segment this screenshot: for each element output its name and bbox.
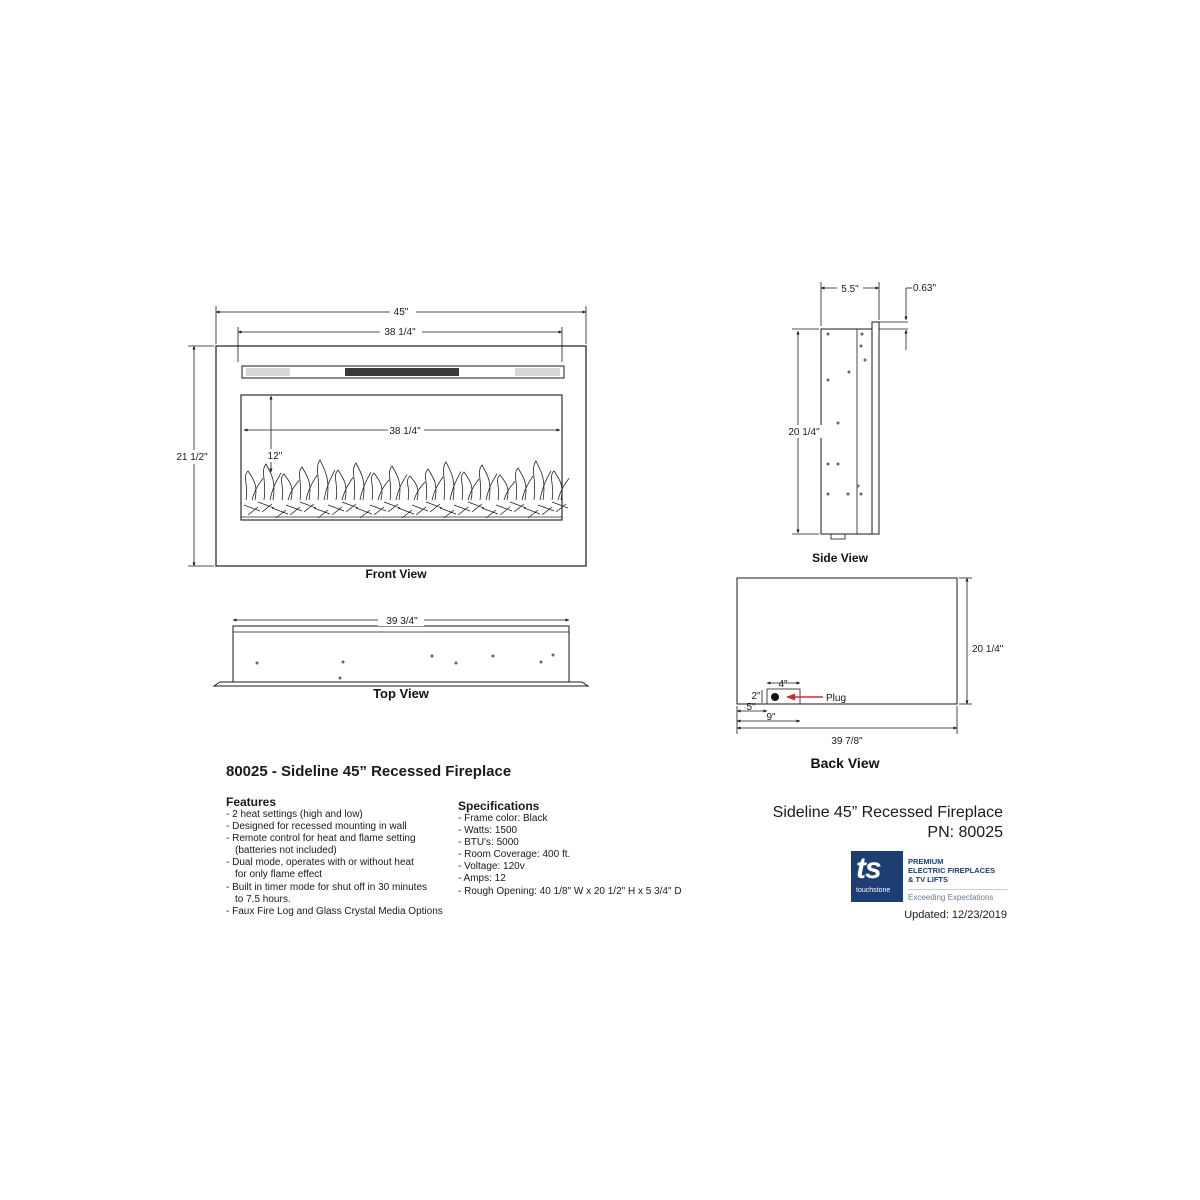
side-flange xyxy=(872,322,879,534)
feature-item: - Faux Fire Log and Glass Crystal Media Options xyxy=(226,905,443,917)
log-outline xyxy=(244,502,568,518)
logo-slogan: Exceeding Expectations xyxy=(908,893,994,902)
top-view-title: Top View xyxy=(373,686,429,701)
front-firebox-opening xyxy=(241,395,562,520)
plug-outlet xyxy=(771,693,779,701)
logo-mark-box xyxy=(851,851,903,902)
front-dim-width: 45" xyxy=(393,307,409,318)
product-name: Sideline 45” Recessed Fireplace xyxy=(772,804,1003,821)
front-dim-opening-height: 12" xyxy=(267,451,283,462)
front-heater-grille xyxy=(345,368,459,376)
side-dim-depth: 5.5" xyxy=(841,284,859,295)
feature-item: for only flame effect xyxy=(235,869,323,881)
back-dim-plug-right: 9" xyxy=(766,712,776,723)
features-heading: Features xyxy=(226,795,277,809)
back-dim-plug-width: 4" xyxy=(778,679,788,690)
feature-item: - Remote control for heat and flame setting xyxy=(226,833,416,845)
spec-item: - Frame color: Black xyxy=(458,813,548,824)
specs-block xyxy=(458,800,682,898)
logo-sub: touchstone xyxy=(856,887,891,894)
logo-mark: ts xyxy=(856,852,881,885)
top-view xyxy=(214,614,588,701)
back-dim-height: 20 1/4" xyxy=(972,644,1004,655)
flame-logs-art xyxy=(241,460,569,518)
feature-item: - Dual mode, operates with or without heat xyxy=(226,857,414,869)
spec-item: - BTU's: 5000 xyxy=(458,837,519,849)
spec-item: - Amps: 12 xyxy=(458,873,506,885)
logo-rule xyxy=(908,889,1008,890)
logo-tagline-2: ELECTRIC FIREPLACES xyxy=(908,866,996,875)
spec-item: - Voltage: 120v xyxy=(458,861,525,873)
product-pn: PN: 80025 xyxy=(927,824,1003,841)
features-block xyxy=(226,796,443,918)
side-dim-flange: 0.63" xyxy=(913,283,937,294)
specs-heading: Specifications xyxy=(458,799,540,813)
feature-item: - Built in timer mode for shut off in 30 minutes xyxy=(226,881,428,893)
side-view-title: Side View xyxy=(812,551,868,565)
front-dim-height: 21 1/2" xyxy=(176,452,208,463)
back-dim-width: 39 7/8" xyxy=(831,736,863,747)
product-title: 80025 - Sideline 45” Recessed Fireplace xyxy=(226,763,512,780)
feature-item: (batteries not included) xyxy=(235,845,337,857)
side-view xyxy=(785,282,936,565)
top-dim-width: 39 3/4" xyxy=(386,616,418,627)
updated-date: Updated: 12/23/2019 xyxy=(904,909,1007,921)
top-body xyxy=(233,626,569,682)
spec-item: - Room Coverage: 400 ft. xyxy=(458,849,571,861)
logo-tagline xyxy=(908,857,995,884)
flame-outline xyxy=(245,460,569,500)
back-view xyxy=(737,578,1004,771)
front-dim-opening-width: 38 1/4" xyxy=(389,426,421,437)
front-dim-top-width: 38 1/4" xyxy=(384,327,416,338)
feature-item: to 7.5 hours. xyxy=(235,893,291,905)
spec-item: - Rough Opening: 40 1/8" W x 20 1/2" H x 5 3/4" D xyxy=(458,885,682,897)
front-view-title: Front View xyxy=(365,567,427,581)
touchstone-logo xyxy=(851,851,1009,903)
back-plug-label: Plug xyxy=(826,693,847,704)
back-view-title: Back View xyxy=(810,755,880,771)
logo-tagline-3: & TV LIFTS xyxy=(908,875,948,884)
feature-item: - Designed for recessed mounting in wall xyxy=(226,821,407,833)
back-dim-plug-height: 2" xyxy=(751,691,761,702)
front-view xyxy=(173,306,586,581)
spec-item: - Watts: 1500 xyxy=(458,825,518,837)
feature-item: - 2 heat settings (high and low) xyxy=(226,809,363,820)
side-dim-height: 20 1/4" xyxy=(788,427,820,438)
back-dim-plug-left: 5" xyxy=(746,702,756,713)
logo-tagline-1: PREMIUM xyxy=(908,857,944,866)
back-body xyxy=(737,578,957,704)
